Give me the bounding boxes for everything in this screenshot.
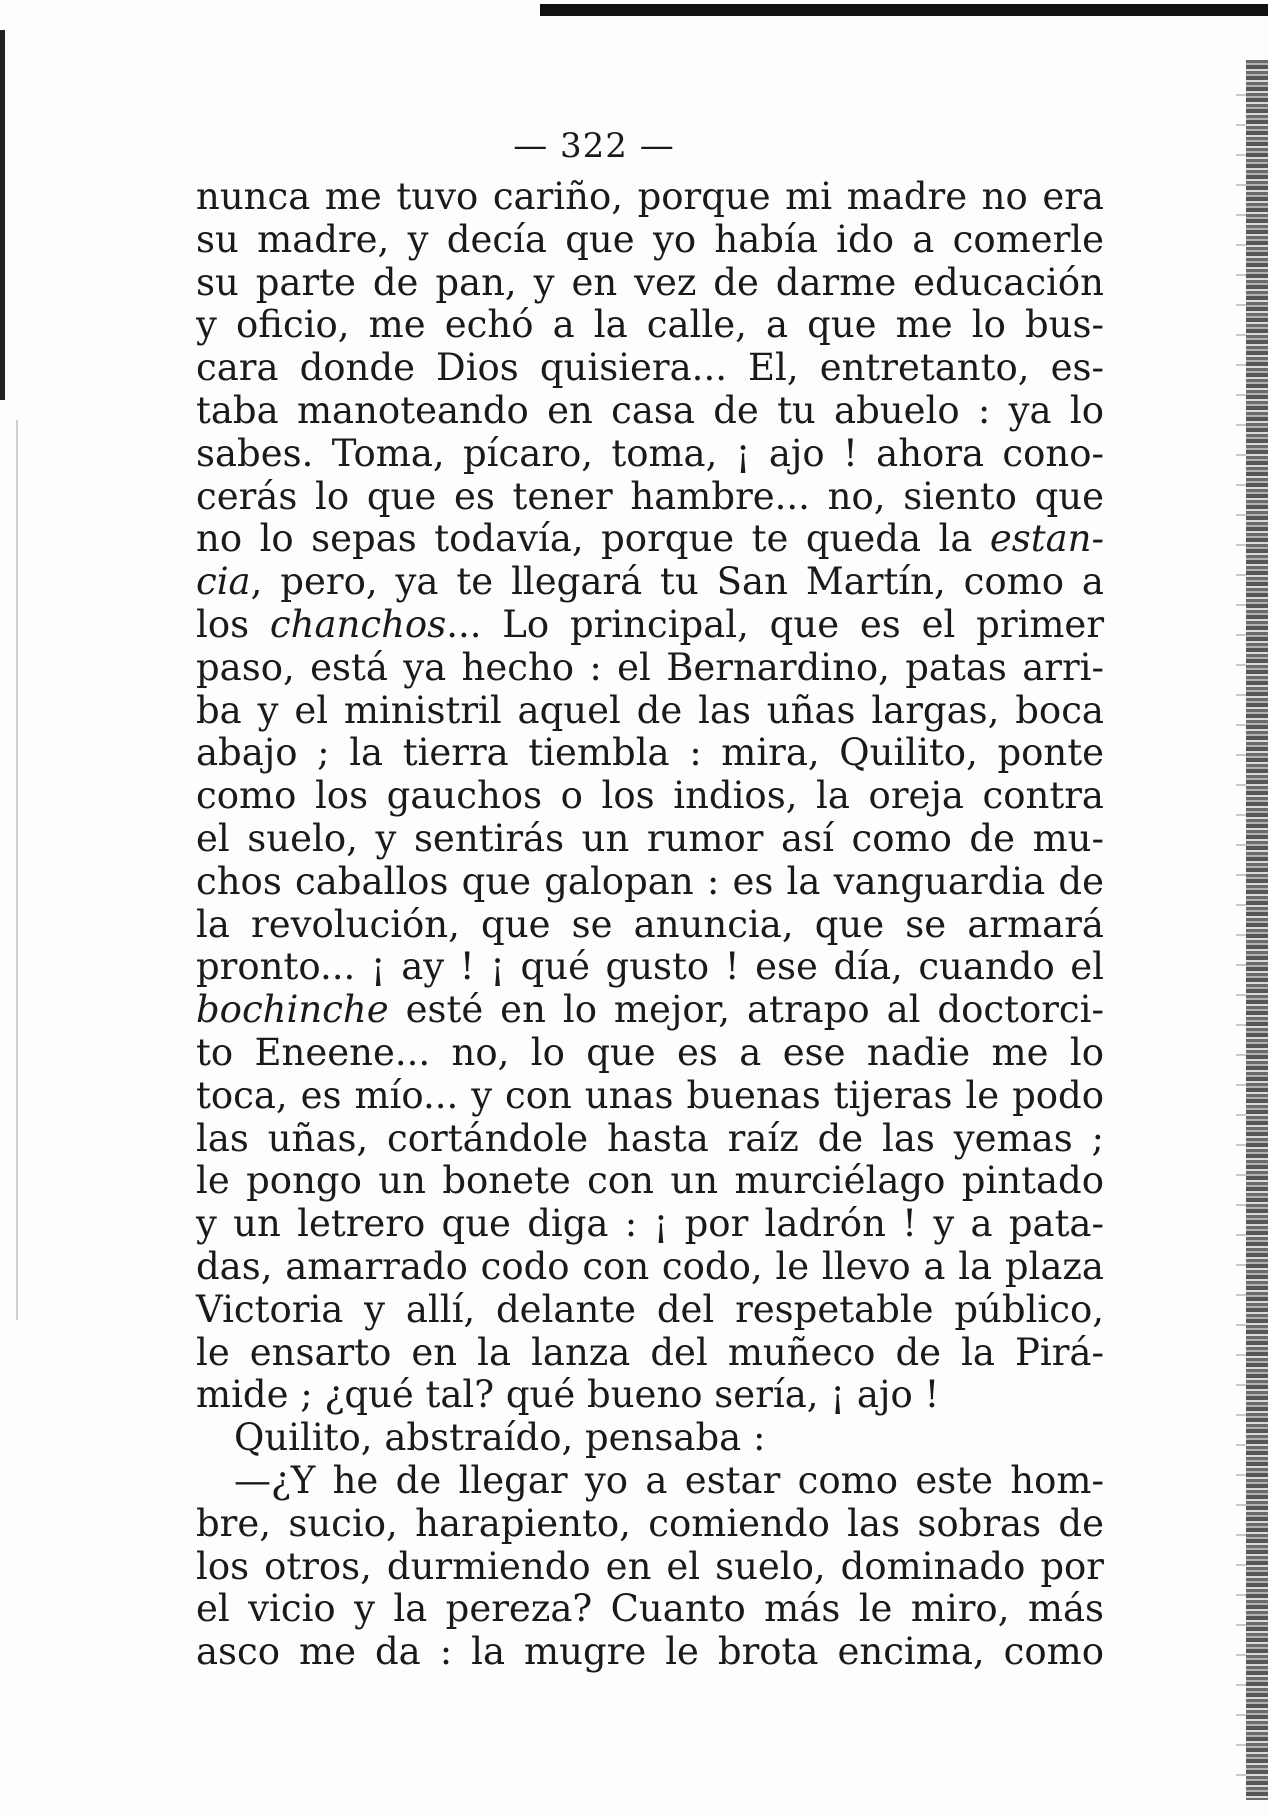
text-line bbox=[196, 390, 1104, 433]
line-text: das, amarrado codo con codo, le llevo a la plaza bbox=[196, 1244, 1104, 1288]
text-line bbox=[196, 1374, 1104, 1417]
text-line bbox=[196, 518, 1104, 561]
line-text: la revolución, que se anuncia, que se armará bbox=[196, 902, 1104, 946]
line-text: mide ; ¿qué tal? qué bueno sería, ¡ ajo ! bbox=[196, 1373, 940, 1417]
text-line bbox=[196, 1332, 1104, 1375]
line-text: abajo ; la tierra tiembla : mira, Quilito, ponte bbox=[196, 731, 1104, 775]
text-line bbox=[196, 690, 1104, 733]
text-line bbox=[196, 1588, 1104, 1631]
line-text: Quilito, abstraído, pensaba : bbox=[234, 1416, 766, 1460]
text-line bbox=[196, 433, 1104, 476]
line-text: y un letrero que diga : ¡ por ladrón ! y a pata- bbox=[196, 1202, 1104, 1246]
line-text: asco me da : la mugre le brota encima, como bbox=[196, 1630, 1104, 1674]
text-line bbox=[196, 1032, 1104, 1075]
line-text: , pero, ya te llegará tu San Martín, como a bbox=[250, 560, 1104, 604]
line-text: sabes. Toma, pícaro, toma, ¡ ajo ! ahora cono- bbox=[196, 431, 1104, 475]
text-line bbox=[196, 347, 1104, 390]
line-text: los otros, durmiendo en el suelo, dominado por bbox=[196, 1544, 1104, 1588]
text-line bbox=[196, 1503, 1104, 1546]
text-line bbox=[196, 1460, 1104, 1503]
line-text: toca, es mío... y con unas buenas tijeras le podo bbox=[196, 1073, 1104, 1117]
line-text: el vicio y la pereza? Cuanto más le miro, más bbox=[196, 1587, 1104, 1631]
line-text: Victoria y allí, delante del respetable público, bbox=[196, 1287, 1104, 1331]
line-text: pronto... ¡ ay ! ¡ qué gusto ! ese día, cuando el bbox=[196, 945, 1104, 989]
text-line bbox=[196, 1289, 1104, 1332]
text-line bbox=[196, 219, 1104, 262]
text-line bbox=[196, 1203, 1104, 1246]
line-text: ... Lo principal, que es el primer bbox=[446, 602, 1105, 646]
text-line bbox=[196, 861, 1104, 904]
text-line bbox=[196, 732, 1104, 775]
line-text: nunca me tuvo cariño, porque mi madre no era bbox=[196, 175, 1104, 218]
text-line bbox=[196, 904, 1104, 947]
text-line bbox=[196, 1546, 1104, 1589]
line-text: taba manoteando en casa de tu abuelo : ya lo bbox=[196, 388, 1104, 432]
line-text: las uñas, cortándole hasta raíz de las yemas ; bbox=[196, 1116, 1104, 1160]
line-text: ba y el ministril aquel de las uñas largas, boca bbox=[196, 688, 1104, 732]
line-text: los bbox=[196, 602, 270, 646]
line-text: to Eneene... no, lo que es a ese nadie me lo bbox=[196, 1030, 1104, 1074]
italic-text: estan- bbox=[989, 517, 1104, 561]
body-text bbox=[196, 176, 1104, 1674]
text-line bbox=[196, 604, 1104, 647]
line-text: el suelo, y sentirás un rumor así como de mu- bbox=[196, 816, 1104, 860]
scan-left-shadow bbox=[16, 420, 18, 1320]
line-text: cara donde Dios quisiera... El, entretanto, es- bbox=[196, 346, 1104, 390]
scan-right-edge bbox=[1246, 60, 1268, 1800]
line-text: —¿Y he de llegar yo a estar como este hom- bbox=[234, 1458, 1104, 1502]
text-line bbox=[196, 1118, 1104, 1161]
line-text: no lo sepas todavía, porque te queda la bbox=[196, 517, 990, 561]
text-line bbox=[196, 1075, 1104, 1118]
text-line bbox=[196, 561, 1104, 604]
text-line bbox=[196, 775, 1104, 818]
italic-text: cia bbox=[196, 560, 251, 604]
line-text: como los gauchos o los indios, la oreja contra bbox=[196, 774, 1104, 818]
line-text: cerás lo que es tener hambre... no, siento que bbox=[196, 474, 1104, 518]
text-line bbox=[196, 818, 1104, 861]
scan-left-edge bbox=[0, 30, 5, 400]
text-line bbox=[196, 176, 1104, 219]
line-text: paso, está ya hecho : el Bernardino, patas arri- bbox=[196, 645, 1104, 689]
text-line bbox=[196, 262, 1104, 305]
line-text: le pongo un bonete con un murciélago pintado bbox=[196, 1159, 1104, 1203]
text-line bbox=[196, 476, 1104, 519]
line-text: bre, sucio, harapiento, comiendo las sobras de bbox=[196, 1501, 1104, 1545]
text-line bbox=[196, 989, 1104, 1032]
line-text: chos caballos que galopan : es la vanguardia de bbox=[196, 859, 1104, 903]
line-text: su parte de pan, y en vez de darme educación bbox=[196, 260, 1104, 304]
scan-top-rule bbox=[540, 4, 1268, 16]
text-line bbox=[196, 647, 1104, 690]
italic-text: chanchos bbox=[269, 602, 447, 646]
text-line bbox=[196, 1246, 1104, 1289]
text-line bbox=[196, 304, 1104, 347]
line-text: su madre, y decía que yo había ido a comerle bbox=[196, 217, 1104, 261]
text-line bbox=[196, 946, 1104, 989]
text-line bbox=[196, 1631, 1104, 1674]
scan-right-noise bbox=[1236, 80, 1246, 1780]
italic-text: bochinche bbox=[196, 988, 389, 1032]
text-line bbox=[196, 1417, 1104, 1460]
line-text: le ensarto en la lanza del muñeco de la Pirá- bbox=[196, 1330, 1104, 1374]
page-number: — 322 — bbox=[513, 126, 675, 166]
line-text: esté en lo mejor, atrapo al doctorci- bbox=[388, 988, 1104, 1032]
text-line bbox=[196, 1160, 1104, 1203]
line-text: y oficio, me echó a la calle, a que me lo bus- bbox=[196, 303, 1104, 347]
